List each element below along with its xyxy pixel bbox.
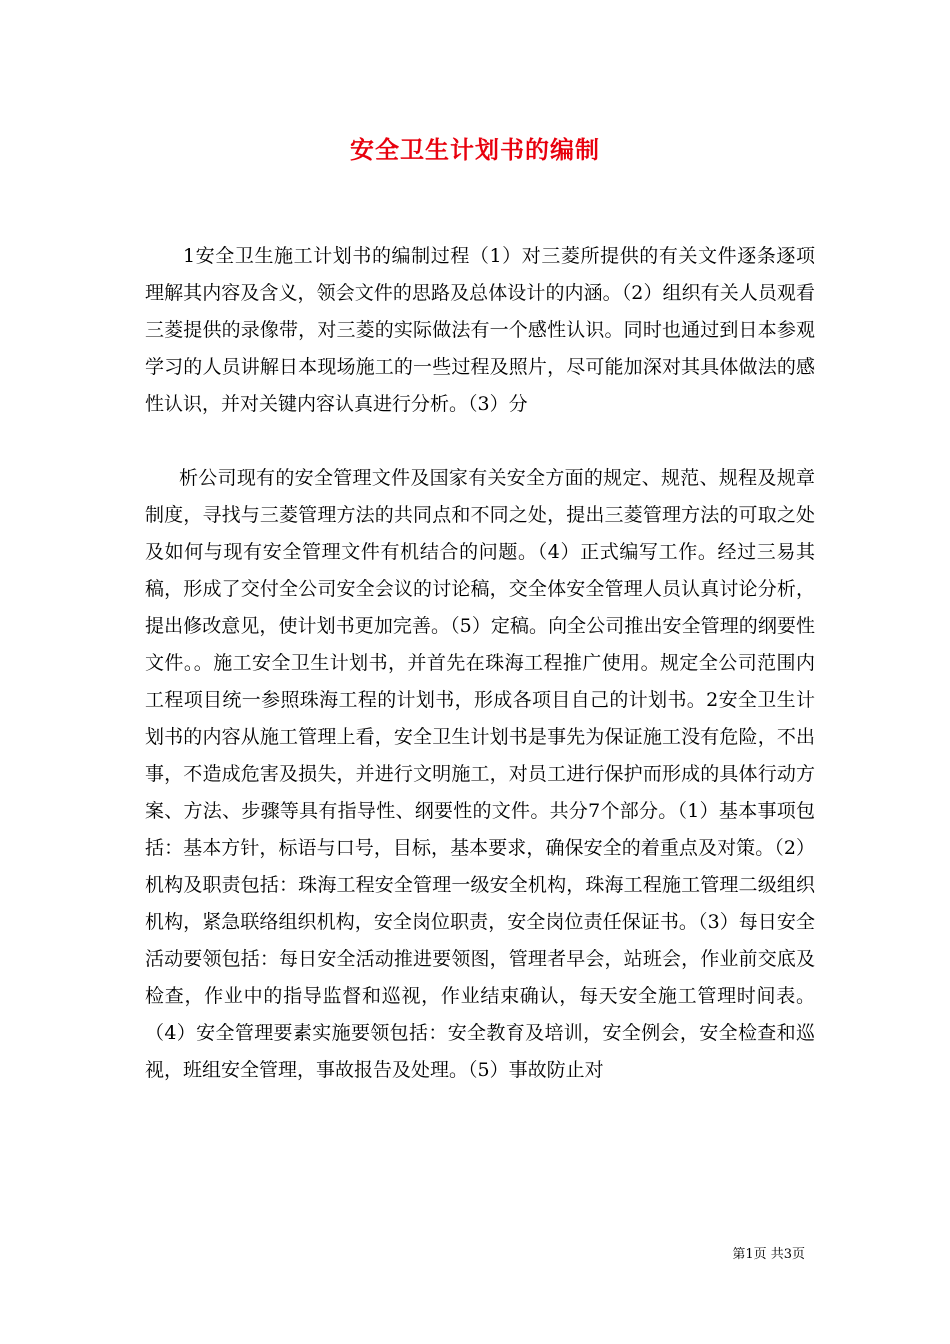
page-number-footer: 第1页 共3页 — [732, 1247, 805, 1262]
page-title: 安全卫生计划书的编制 — [350, 135, 600, 164]
body-paragraph-1: 1安全卫生施工计划书的编制过程（1）对三菱所提供的有关文件逐条逐项理解其内容及含义，领会文件的思路及总体设计的内涵。（2）组织有关人员观看三菱提供的录像带，对三菱的实际做法有一个感性认识。同时也通过到日本参观学习的人员讲解日本现场施工的一些过程及照片，尽可能加深对其具体做法的感性认识，并对关键内容认真进行分析。（3）分 — [145, 245, 815, 415]
body-paragraph-2: 析公司现有的安全管理文件及国家有关安全方面的规定、规范、规程及规章制度，寻找与三菱管理方法的共同点和不同之处，提出三菱管理方法的可取之处及如何与现有安全管理文件有机结合的问题。（4）正式编写工作。经过三易其稿，形成了交付全公司安全会议的讨论稿，交全体安全管理人员认真讨论分析，提出修改意见，使计划书更加完善。（5）定稿。向全公司推出安全管理的纲要性文件。。施工安全卫生计划书，并首先在珠海工程推广使用。规定全公司范围内工程项目统一参照珠海工程的计划书，形成各项目自己的计划书。2安全卫生计划书的内容从施工管理上看，安全卫生计划书是事先为保证施工没有危险，不出事，不造成危害及损失，并进行文明施工，对员工进行保护而形成的具体行动方案、方法、步骤等具有指导性、纲要性的文件。共分7个部分。（1）基本事项包括：基本方针，标语与口号，目标，基本要求，确保安全的着重点及对策。（2）机构及职责包括：珠海工程安全管理一级安全机构，珠海工程施工管理二级组织机构，紧急联络组织机构，安全岗位职责，安全岗位责任保证书。（3）每日安全活动要领包括：每日安全活动推进要领图，管理者早会，站班会，作业前交底及检查，作业中的指导监督和巡视，作业结束确认，每天安全施工管理时间表。（4）安全管理要素实施要领包括：安全教育及培训，安全例会，安全检查和巡视，班组安全管理，事故报告及处理。（5）事故防止对 — [145, 467, 815, 1081]
